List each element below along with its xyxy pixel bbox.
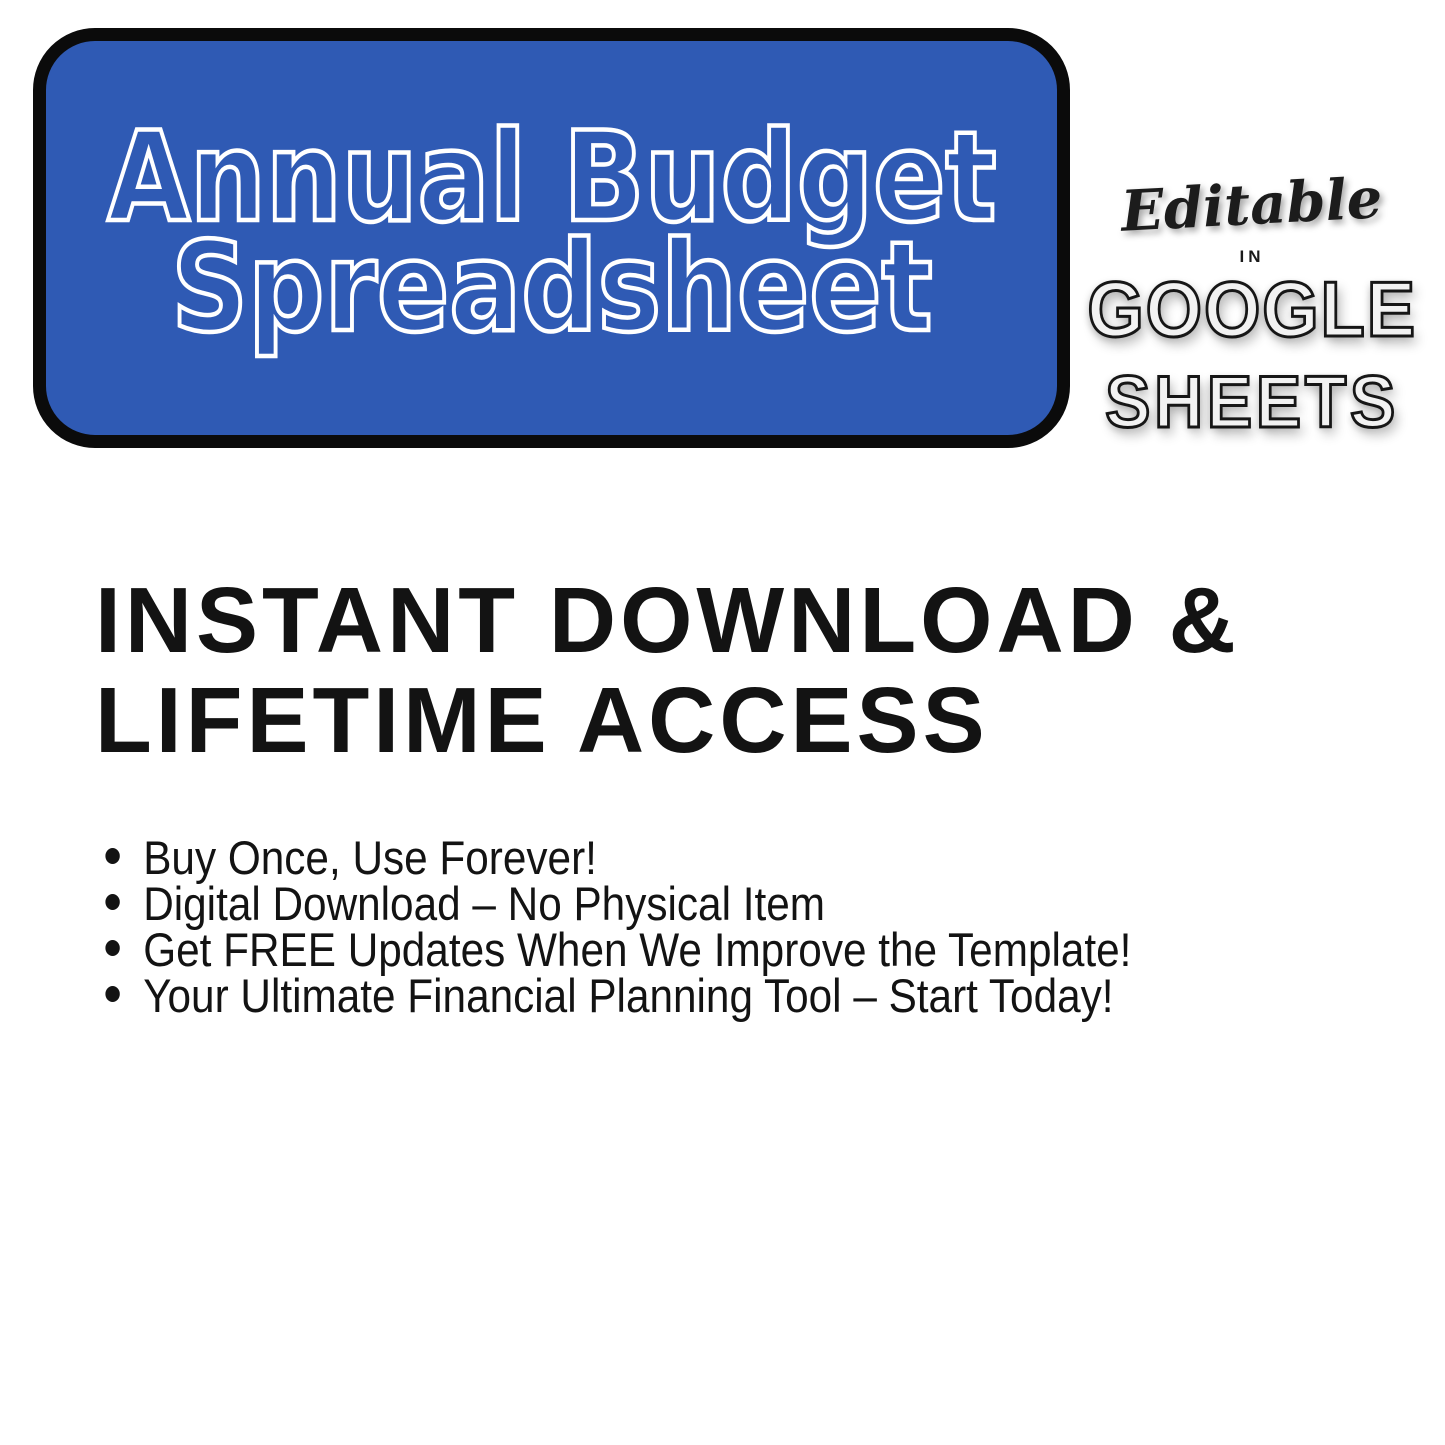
banner-title-line2: Spreadsheet	[170, 216, 933, 360]
benefit-text: Buy Once, Use Forever!	[143, 831, 597, 884]
bullet-dot	[105, 894, 119, 910]
bullet-dot	[105, 986, 119, 1002]
benefit-text: Your Ultimate Financial Planning Tool – Start Today!	[143, 969, 1114, 1022]
headline-line1: INSTANT DOWNLOAD &	[95, 568, 1240, 672]
bullet-dot	[105, 848, 119, 864]
benefit-item	[100, 923, 1132, 976]
headline-line2: LIFETIME ACCESS	[95, 668, 989, 772]
benefit-item	[100, 877, 1131, 930]
editable-script-text: Editable	[1119, 165, 1385, 245]
benefit-text: Get FREE Updates When We Improve the Template!	[143, 923, 1132, 976]
bullet-dot	[105, 940, 119, 956]
banner-title	[35, 106, 1069, 360]
headline	[95, 570, 1240, 770]
google-outline-text: GOOGLE	[1087, 265, 1417, 353]
benefit-item	[100, 969, 1131, 1022]
benefits-list	[100, 831, 1132, 1022]
banner-title-line1: Annual Budget	[106, 106, 997, 250]
benefit-item	[100, 831, 1131, 884]
sheets-outline-text: SHEETS	[1105, 362, 1399, 443]
in-label: IN	[1239, 247, 1265, 266]
benefit-text: Digital Download – No Physical Item	[143, 877, 826, 930]
editable-in-google-sheets-badge	[1078, 165, 1426, 443]
title-banner	[33, 28, 1070, 448]
